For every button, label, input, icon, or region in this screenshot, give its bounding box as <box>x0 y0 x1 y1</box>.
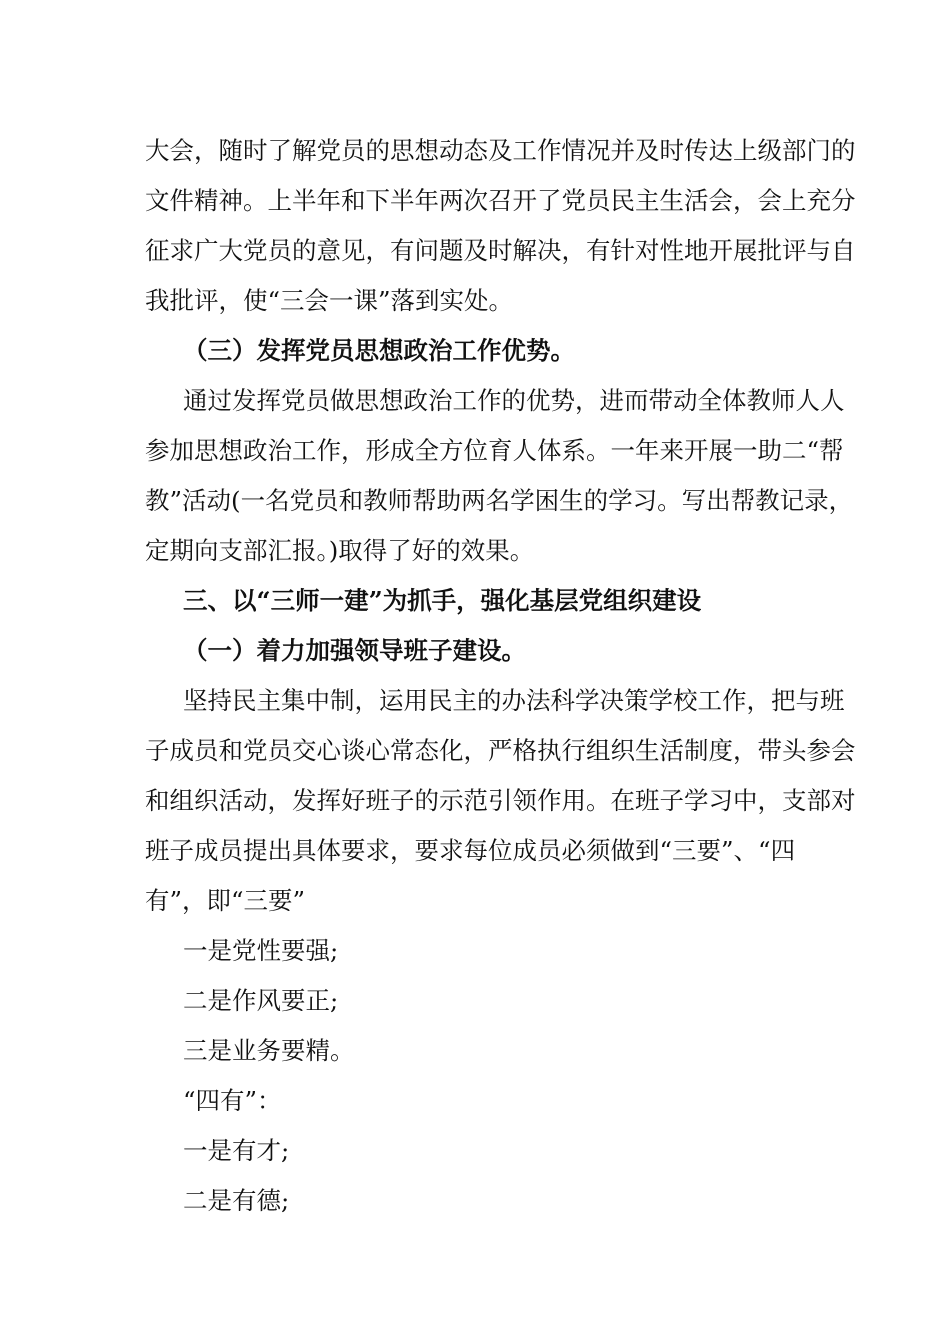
paragraph-line: 坚持民主集中制，运用民主的办法科学决策学校工作，把与班 <box>183 686 845 715</box>
paragraph-line: 定期向支部汇报。)取得了好的效果。 <box>145 536 535 565</box>
list-item: 一是有才; <box>183 1136 290 1165</box>
list-heading: “四有”： <box>183 1086 282 1115</box>
list-item: 二是作风要正; <box>183 986 339 1015</box>
chapter-heading: 三、以“三师一建”为抓手，强化基层党组织建设 <box>183 586 702 615</box>
list-item: 二是有德; <box>183 1186 290 1215</box>
paragraph-line: 我批评，使“三会一课”落到实处。 <box>145 286 514 315</box>
paragraph-line: 参加思想政治工作，形成全方位育人体系。一年来开展一助二“帮 <box>145 436 844 465</box>
paragraph-line: 通过发挥党员做思想政治工作的优势，进而带动全体教师人人 <box>183 386 845 415</box>
section-heading: （三）发挥党员思想政治工作优势。 <box>183 336 575 365</box>
paragraph-line: 和组织活动，发挥好班子的示范引领作用。在班子学习中，支部对 <box>145 786 856 815</box>
section-heading: （一）着力加强领导班子建设。 <box>183 636 526 665</box>
paragraph-line: 大会，随时了解党员的思想动态及工作情况并及时传达上级部门的 <box>145 136 856 165</box>
paragraph-line: 班子成员提出具体要求，要求每位成员必须做到“三要”、“四 <box>145 836 796 865</box>
paragraph-line: 教”活动(一名党员和教师帮助两名学困生的学习。写出帮教记录， <box>145 486 854 515</box>
paragraph-line: 有”，即“三要” <box>145 886 306 915</box>
paragraph-line: 文件精神。上半年和下半年两次召开了党员民主生活会，会上充分 <box>145 186 856 215</box>
paragraph-line: 子成员和党员交心谈心常态化，严格执行组织生活制度，带头参会 <box>145 736 856 765</box>
paragraph-line: 征求广大党员的意见，有问题及时解决，有针对性地开展批评与自 <box>145 236 856 265</box>
list-item: 一是党性要强; <box>183 936 339 965</box>
list-item: 三是业务要精。 <box>183 1036 355 1065</box>
